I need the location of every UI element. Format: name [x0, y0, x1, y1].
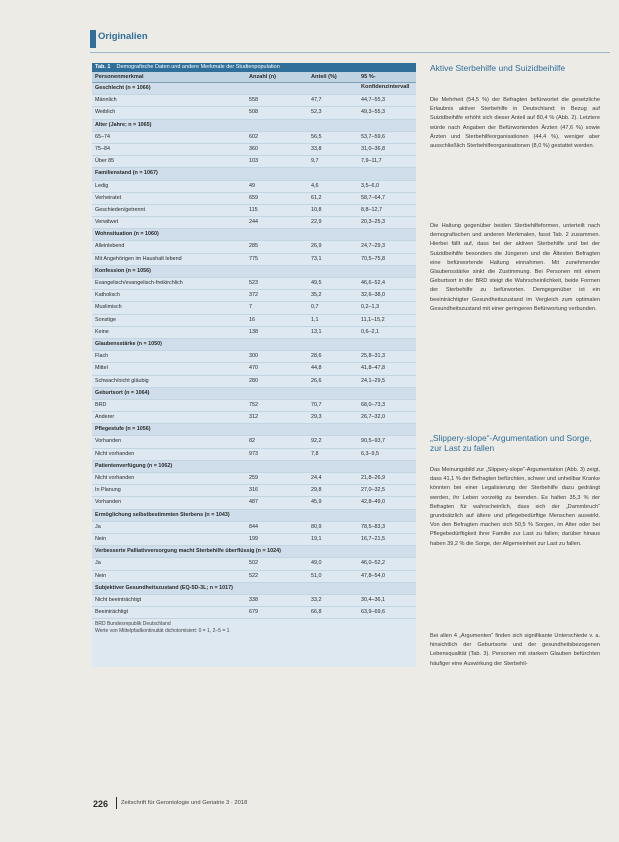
row-count: 244 [249, 219, 258, 226]
group-label: Patientenverfügung (n = 1062) [95, 462, 173, 469]
row-count: 199 [249, 535, 258, 542]
row-count: 752 [249, 401, 258, 408]
footnote: BRD Bundesrepublik Deutschland [95, 621, 171, 628]
row-label: Beeinträchtigt [95, 609, 128, 616]
group-label: Pflegestufe (n = 1056) [95, 426, 151, 433]
table-row [92, 302, 416, 314]
row-ci: 0,6–2,1 [361, 328, 379, 335]
row-label: Ja [95, 523, 101, 530]
table-row [92, 363, 416, 375]
row-label: Flach [95, 353, 109, 360]
row-count: 487 [249, 499, 258, 506]
row-percent: 52,3 [311, 109, 322, 116]
footer-separator [116, 797, 117, 809]
row-count: 775 [249, 255, 258, 262]
table-row [92, 412, 416, 424]
footnote: Werte von Mittelpfadkontinuität dichotomisiert: 0 = 1, 2–5 = 1 [95, 628, 230, 635]
section-title: Originalien [98, 31, 148, 42]
row-ci: 53,7–59,6 [361, 133, 385, 140]
row-percent: 73,1 [311, 255, 322, 262]
heading-aktive-sterbehilfe: Aktive Sterbehilfe und Suizidbeihilfe [430, 63, 566, 73]
row-label: Mittel [95, 365, 108, 372]
table-row [92, 436, 416, 448]
row-count: 82 [249, 438, 255, 445]
group-label: Alter (Jahre; n = 1065) [95, 121, 152, 128]
table-group-row [92, 461, 416, 473]
table-footnotes [92, 619, 416, 637]
table-row [92, 558, 416, 570]
row-label: Vorhanden [95, 438, 122, 445]
table-group-row [92, 83, 416, 95]
row-percent: 66,8 [311, 609, 322, 616]
row-percent: 35,2 [311, 292, 322, 299]
row-ci: 11,1–15,2 [361, 316, 385, 323]
row-label: Vorhanden [95, 499, 122, 506]
header-divider [90, 52, 610, 53]
row-count: 138 [249, 328, 258, 335]
table-row [92, 144, 416, 156]
table-group-row [92, 546, 416, 558]
table-group-row [92, 510, 416, 522]
table-row [92, 241, 416, 253]
journal-name: Zeitschrift für Gerontologie und Geriatrie 3 · 2018 [121, 800, 248, 806]
table-group-row [92, 339, 416, 351]
row-ci: 78,5–83,3 [361, 523, 385, 530]
row-percent: 51,0 [311, 572, 322, 579]
row-label: Ja [95, 560, 101, 567]
row-label: Muslimisch [95, 304, 122, 311]
row-ci: 21,8–26,9 [361, 475, 385, 481]
row-count: 312 [249, 414, 258, 421]
row-label: Mit Angehörigen im Haushalt lebend [95, 255, 182, 262]
row-label: Männlich [95, 97, 117, 104]
row-count: 602 [249, 133, 258, 140]
row-percent: 28,6 [311, 353, 322, 360]
row-percent: 29,8 [311, 487, 322, 494]
row-ci: 63,9–69,6 [361, 609, 385, 616]
row-percent: 49,0 [311, 560, 322, 567]
row-percent: 61,2 [311, 194, 322, 201]
row-label: Evangelisch/evangelisch-freikirchlich [95, 280, 183, 286]
row-count: 115 [249, 206, 258, 213]
table-row [92, 193, 416, 205]
table-row [92, 278, 416, 290]
row-count: 7 [249, 304, 252, 311]
row-label: Verwitwet [95, 219, 119, 226]
demographics-table [92, 63, 416, 667]
row-count: 280 [249, 377, 258, 384]
row-percent: 70,7 [311, 401, 322, 408]
row-ci: 0,2–1,3 [361, 304, 379, 311]
table-row [92, 473, 416, 485]
row-ci: 25,8–31,3 [361, 353, 385, 360]
row-label: Nein [95, 572, 107, 579]
table-group-row [92, 120, 416, 132]
row-percent: 10,8 [311, 206, 322, 213]
table-row [92, 132, 416, 144]
row-ci: 44,7–55,3 [361, 97, 385, 104]
row-percent: 56,5 [311, 133, 322, 140]
header-merkmal: Personenmerkmal [95, 74, 144, 80]
table-row [92, 327, 416, 339]
row-percent: 24,4 [311, 475, 322, 481]
table-row [92, 181, 416, 193]
paragraph-1: Die Mehrheit (54,5 %) der Befragten befürwortet die gesetzliche Erlaubnis aktiver Sterbehilfe in Deutschland; in Bezug auf Suizidbeihilfe erhöht sich dieser Anteil auf 80,4 % (Abb. 2). Letztere würde nach Angaben der Befürwortenden Ärzten (47,6 %) sowie Ärzten und Sterbehilfeorganisationen (44,4 %), weniger aber ausschließlich Sterbehilfeorganisationen (8,0 %) gestattet werden. [430, 97, 600, 150]
header-anteil: Anteil (%) [311, 74, 337, 80]
row-label: In Planung [95, 487, 121, 494]
row-ci: 46,0–52,2 [361, 560, 385, 567]
row-label: Nicht vorhanden [95, 475, 135, 481]
table-row [92, 315, 416, 327]
group-label: Subjektiver Gesundheitszustand (EQ-5D-3L; n = 1017) [95, 584, 233, 591]
row-label: Weiblich [95, 109, 116, 116]
group-label: Familienstand (n = 1067) [95, 170, 158, 177]
row-ci: 20,3–25,3 [361, 219, 385, 226]
table-row [92, 571, 416, 583]
row-ci: 26,7–32,0 [361, 414, 385, 421]
table-row [92, 290, 416, 302]
row-count: 522 [249, 572, 258, 579]
row-count: 316 [249, 487, 258, 494]
table-row [92, 107, 416, 119]
group-label: Geschlecht (n = 1066) [95, 85, 151, 91]
table-group-row [92, 424, 416, 436]
table-row [92, 400, 416, 412]
row-ci: 58,7–64,7 [361, 194, 385, 201]
row-count: 659 [249, 194, 258, 201]
group-label: Verbesserte Palliativversorgung macht Sterbehilfe überflüssig (n = 1024) [95, 548, 281, 555]
row-ci: 90,5–93,7 [361, 438, 385, 445]
row-percent: 22,9 [311, 219, 322, 226]
row-percent: 19,1 [311, 535, 322, 542]
table-group-row [92, 388, 416, 400]
table-row [92, 156, 416, 168]
table-row [92, 534, 416, 546]
row-percent: 26,6 [311, 377, 322, 384]
header-anzahl: Anzahl (n) [249, 74, 277, 80]
row-ci: 8,8–12,7 [361, 206, 382, 213]
row-percent: 33,2 [311, 596, 322, 603]
row-label: Verheiratet [95, 194, 122, 201]
row-count: 679 [249, 609, 258, 616]
group-label: Konfession (n = 1056) [95, 267, 151, 274]
row-count: 558 [249, 97, 258, 104]
table-row [92, 205, 416, 217]
row-label: Nicht beeinträchtigt [95, 596, 142, 603]
page-number: 226 [93, 799, 109, 809]
row-count: 360 [249, 145, 258, 152]
row-percent: 29,3 [311, 414, 322, 421]
row-ci: 70,5–75,8 [361, 255, 385, 262]
row-percent: 1,1 [311, 316, 319, 323]
paragraph-4: Bei allen 4 „Argumenten“ finden sich signifikante Unterschiede v. a. hinsichtlich der Geburtsorte und der gesundheitsbezogenen Lebensqualität (Tab. 3). Personen mit starkem Glauben befürchten häufiger eine Auswirkung der Sterbehil- [430, 633, 600, 667]
row-label: 65–74 [95, 133, 110, 140]
row-ci: 68,0–73,3 [361, 401, 385, 408]
row-label: Schwach/nicht gläubig [95, 377, 149, 384]
row-count: 16 [249, 316, 255, 323]
row-ci: 46,6–52,4 [361, 280, 385, 286]
row-ci: 24,7–29,3 [361, 243, 385, 250]
row-count: 285 [249, 243, 258, 250]
row-percent: 49,5 [311, 280, 322, 286]
group-label: Ermöglichung selbstbestimmten Sterbens (n = 1043) [95, 511, 230, 518]
table-row [92, 351, 416, 363]
row-count: 844 [249, 523, 258, 530]
row-label: Sonstige [95, 316, 116, 323]
heading-slippery-slope: „Slippery-slope“-Argumentation und Sorge, zur Last zu fallen [430, 433, 592, 453]
table-row [92, 522, 416, 534]
row-count: 300 [249, 353, 258, 360]
row-percent: 33,8 [311, 145, 322, 152]
table-caption [92, 63, 416, 72]
row-count: 508 [249, 109, 258, 116]
row-count: 103 [249, 158, 258, 165]
table-row [92, 497, 416, 509]
row-count: 49 [249, 182, 255, 189]
row-percent: 44,8 [311, 365, 322, 372]
row-ci: 41,8–47,8 [361, 365, 385, 372]
row-ci: 30,4–36,1 [361, 596, 385, 603]
table-row [92, 376, 416, 388]
table-group-row [92, 168, 416, 180]
row-ci: 42,8–49,0 [361, 499, 385, 506]
row-percent: 92,2 [311, 438, 322, 445]
row-count: 523 [249, 280, 258, 286]
row-label: Alleinlebend [95, 243, 125, 250]
row-ci: 49,3–55,3 [361, 109, 385, 116]
row-label: Nicht vorhanden [95, 450, 135, 457]
row-percent: 0,7 [311, 304, 319, 311]
row-ci: 32,6–38,0 [361, 292, 385, 299]
row-label: 75–84 [95, 145, 110, 152]
table-group-row [92, 229, 416, 241]
table-caption-label: Tab. 1 [95, 64, 111, 70]
row-count: 470 [249, 365, 258, 372]
row-percent: 47,7 [311, 97, 322, 104]
row-percent: 9,7 [311, 158, 319, 165]
row-count: 973 [249, 450, 258, 457]
row-count: 338 [249, 596, 258, 603]
row-label: Über 85 [95, 158, 115, 165]
row-count: 372 [249, 292, 258, 299]
table-group-row [92, 266, 416, 278]
section-marker [90, 30, 96, 48]
table-row [92, 449, 416, 461]
row-label: Katholisch [95, 292, 120, 299]
row-ci: 16,7–21,5 [361, 535, 385, 542]
row-label: Anderer [95, 414, 115, 421]
table-row [92, 607, 416, 619]
table-row [92, 254, 416, 266]
row-ci: 24,1–29,5 [361, 377, 385, 384]
row-ci: 7,9–11,7 [361, 158, 382, 165]
row-percent: 7,8 [311, 450, 319, 457]
table-row [92, 485, 416, 497]
table-row [92, 595, 416, 607]
row-percent: 45,9 [311, 499, 322, 506]
row-label: Ledig [95, 182, 109, 189]
row-ci: 27,0–32,5 [361, 487, 385, 494]
table-caption-text: Demografische Daten und andere Merkmale der Studienpopulation [116, 64, 280, 70]
table-group-row [92, 583, 416, 595]
table-body [92, 83, 416, 619]
row-label: Keine [95, 328, 109, 335]
group-label: Wohnsituation (n = 1060) [95, 231, 159, 238]
row-percent: 4,6 [311, 182, 319, 189]
group-label: Glaubensstärke (n = 1050) [95, 340, 162, 347]
row-percent: 13,1 [311, 328, 322, 335]
header-ki: 95 %-Konfidenzintervall [361, 74, 410, 90]
table-row [92, 217, 416, 229]
row-ci: 31,0–36,8 [361, 145, 385, 152]
row-count: 502 [249, 560, 258, 567]
group-label: Geburtsort (n = 1064) [95, 389, 150, 396]
row-ci: 47,8–54,0 [361, 572, 385, 579]
table-row [92, 95, 416, 107]
row-label: BRD [95, 401, 107, 408]
row-label: Nein [95, 535, 107, 542]
row-percent: 80,9 [311, 523, 322, 530]
paragraph-2: Die Haltung gegenüber beiden Sterbehilfeformen, unterteilt nach demografischen und anderen Merkmalen, fasst Tab. 2 zusammen. Hierbei fällt auf, dass bei der aktiven Sterbehilfe und bei der Suizidbeihilfe besonders die Jüngeren und die Ältesten Befragten eine befürwortende Haltung einnahmen. Mit zunehmender Glaubensstärke sinkt die Zustimmung. Bei Personen mit einem Geburtsort in der BRD steigt die Wahrscheinlichkeit, beide Formen der Sterbehilfe zu befürworten. Demgegenüber ist ein beeinträchtigter Gesundheitszustand im Vergleich zum optimalen Gesundheitszustand mit einer geringeren Befürwortung verbunden. [430, 223, 600, 312]
row-ci: 6,3–9,5 [361, 450, 379, 457]
paragraph-3: Das Meinungsbild zur „Slippery-slope“-Argumentation (Abb. 3) zeigt, dass 41,1 % der Befragten befürchten, schwer und unheilbar Kranke könnten bei einer Legalisierung der Sterbehilfe dazu gedrängt werden, ihr Leben vorzeitig zu beenden. Es halten 35,3 % der Befragten für wahrscheinlich, dass sich der „Dammbruch“ grundsätzlich auf ältere und pflegebedürftige Menschen auswirkt. Von den Befragten machen sich 50,5 % Sorgen, im Alter oder bei Pflegebedürftigkeit ihrer Familie zur Last zu fallen; darüber hinaus haben 39,2 % die Sorge, der Allgemeinheit zur Last zu fallen. [430, 467, 600, 547]
row-count: 259 [249, 475, 258, 481]
row-ci: 3,5–6,0 [361, 182, 379, 189]
row-percent: 26,9 [311, 243, 322, 250]
row-label: Geschieden/getrennt [95, 206, 146, 213]
